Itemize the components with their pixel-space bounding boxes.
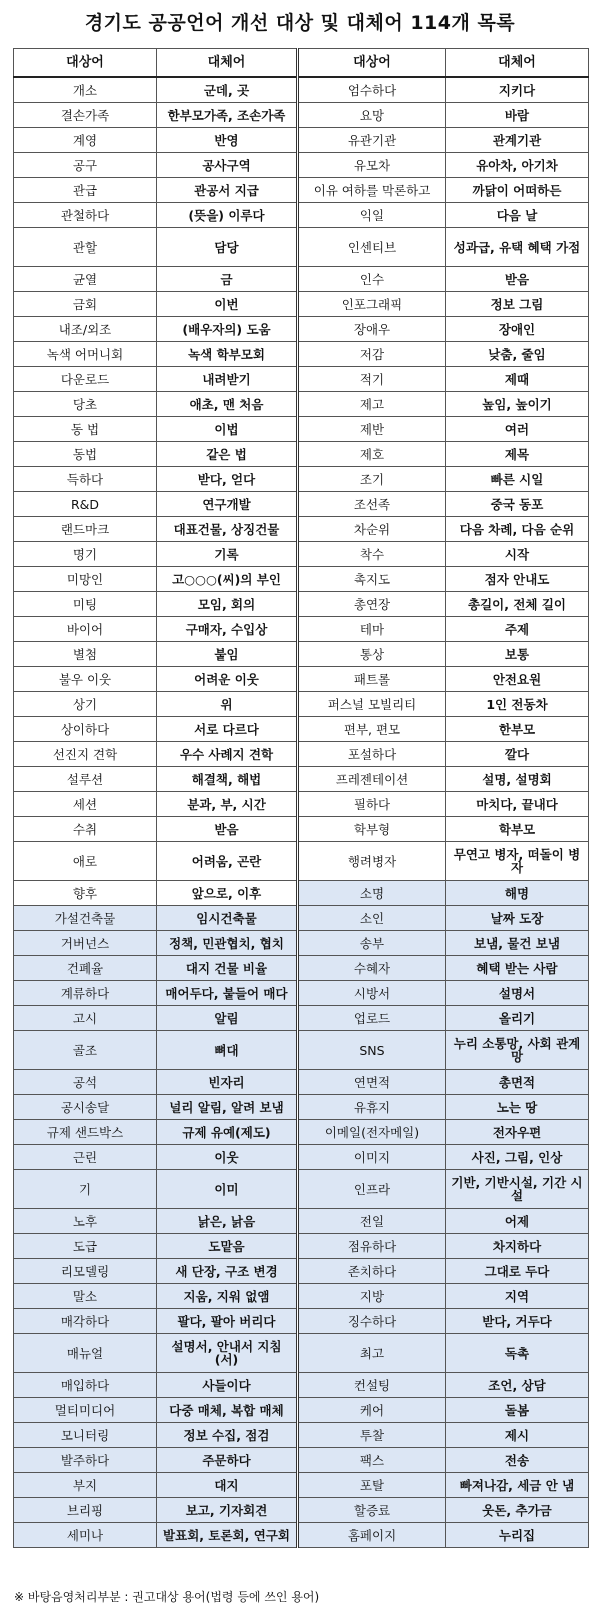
replacement-word-cell: 독촉 [446,1334,589,1373]
target-word-cell: 다운로드 [14,367,157,392]
replacement-word-cell: 무연고 병자, 떠돌이 병자 [446,842,589,881]
replacement-word-cell: 까닭이 어떠하든 [446,178,589,203]
target-word-cell: 행려병자 [298,842,446,881]
table-row [14,153,589,178]
replacement-word-cell: 빠른 시일 [446,467,589,492]
target-word-cell: 패트롤 [298,667,446,692]
table-row [14,717,589,742]
replacement-word-cell: 사들이다 [157,1373,298,1398]
replacement-word-cell: 우수 사례지 견학 [157,742,298,767]
target-word-cell: 유모차 [298,153,446,178]
target-word-cell: 멀티미디어 [14,1398,157,1423]
target-word-cell: 계영 [14,128,157,153]
target-word-cell: 적기 [298,367,446,392]
target-word-cell: 공석 [14,1070,157,1095]
replacement-word-cell: 혜택 받는 사람 [446,956,589,981]
table-row [14,1259,589,1284]
replacement-word-cell: 정보 수집, 점검 [157,1423,298,1448]
target-word-cell: 연면적 [298,1070,446,1095]
replacement-word-cell: 정보 그림 [446,292,589,317]
replacement-word-cell: 주문하다 [157,1448,298,1473]
replacement-word-cell: 높임, 높이기 [446,392,589,417]
target-word-cell: 규제 샌드박스 [14,1120,157,1145]
target-word-cell: 미망인 [14,567,157,592]
replacement-word-cell: 바람 [446,103,589,128]
target-word-cell: 금회 [14,292,157,317]
target-word-cell: 테마 [298,617,446,642]
replacement-word-cell: 임시건축물 [157,906,298,931]
target-word-cell: 전일 [298,1209,446,1234]
target-word-cell: 유관기관 [298,128,446,153]
target-word-cell: 필하다 [298,792,446,817]
replacement-word-cell: 한부모가족, 조손가족 [157,103,298,128]
replacement-word-cell: 장애인 [446,317,589,342]
target-word-cell: 포탈 [298,1473,446,1498]
target-word-cell: 포설하다 [298,742,446,767]
replacement-word-cell: 뼈대 [157,1031,298,1070]
target-word-cell: 시방서 [298,981,446,1006]
table-row [14,1448,589,1473]
target-word-cell: 리모델링 [14,1259,157,1284]
target-word-cell: 말소 [14,1284,157,1309]
replacement-word-cell: 중국 동포 [446,492,589,517]
table-row [14,981,589,1006]
replacement-word-cell: 반영 [157,128,298,153]
target-word-cell: 팩스 [298,1448,446,1473]
target-word-cell: 업로드 [298,1006,446,1031]
target-word-cell: 선진지 견학 [14,742,157,767]
table-row [14,1145,589,1170]
table-row [14,906,589,931]
target-word-cell: 관급 [14,178,157,203]
replacement-word-cell: 낮춤, 줄임 [446,342,589,367]
table-row [14,1120,589,1145]
replacement-word-cell: 받음 [446,267,589,292]
target-word-cell: 근린 [14,1145,157,1170]
target-word-cell: 거버넌스 [14,931,157,956]
target-word-cell: 녹색 어머니회 [14,342,157,367]
replacement-word-cell: 노는 땅 [446,1095,589,1120]
replacement-word-cell: 새 단장, 구조 변경 [157,1259,298,1284]
table-row [14,492,589,517]
replacement-word-cell: 정책, 민관협치, 협치 [157,931,298,956]
table-row [14,103,589,128]
target-word-cell: 미팅 [14,592,157,617]
table-row [14,1031,589,1070]
replacement-word-cell: 구매자, 수입상 [157,617,298,642]
header-target-word: 대상어 [298,49,446,78]
replacement-word-cell: 한부모 [446,717,589,742]
table-row [14,392,589,417]
table-row [14,667,589,692]
replacement-word-cell: 공사구역 [157,153,298,178]
table-row [14,367,589,392]
table-row [14,1373,589,1398]
replacement-word-cell: 전송 [446,1448,589,1473]
target-word-cell: 수혜자 [298,956,446,981]
table-row [14,128,589,153]
table-row [14,203,589,228]
footnote: ※ 바탕음영처리부분 : 권고대상 용어(법령 등에 쓰인 용어) [14,1590,320,1604]
target-word-cell: 인센티브 [298,228,446,267]
replacement-word-cell: 관공서 지급 [157,178,298,203]
target-word-cell: 상기 [14,692,157,717]
table-row [14,1234,589,1259]
table-row [14,442,589,467]
replacement-word-cell: 누리 소통망, 사회 관계망 [446,1031,589,1070]
replacement-word-cell: 알림 [157,1006,298,1031]
table-row [14,1170,589,1209]
replacement-word-cell: 붙임 [157,642,298,667]
replacement-word-cell: 설명서 [446,981,589,1006]
target-word-cell: 바이어 [14,617,157,642]
target-word-cell: 프레젠테이션 [298,767,446,792]
replacement-word-cell: 대표건물, 상징건물 [157,517,298,542]
target-word-cell: 이유 여하를 막론하고 [298,178,446,203]
target-word-cell: 인프라 [298,1170,446,1209]
replacement-word-cell: 기반, 기반시설, 기간 시설 [446,1170,589,1209]
target-word-cell: 인포그래픽 [298,292,446,317]
terms-table-body [14,77,589,1548]
table-row [14,292,589,317]
replacement-word-cell: 조언, 상담 [446,1373,589,1398]
replacement-word-cell: 제목 [446,442,589,467]
target-word-cell: 가설건축물 [14,906,157,931]
replacement-word-cell: 돌봄 [446,1398,589,1423]
target-word-cell: 건폐율 [14,956,157,981]
target-word-cell: 노후 [14,1209,157,1234]
table-row [14,1095,589,1120]
table-row [14,342,589,367]
target-word-cell: 투찰 [298,1423,446,1448]
replacement-word-cell: (배우자의) 도움 [157,317,298,342]
replacement-word-cell: 올리기 [446,1006,589,1031]
target-word-cell: 매각하다 [14,1309,157,1334]
target-word-cell: 점유하다 [298,1234,446,1259]
replacement-word-cell: 이법 [157,417,298,442]
replacement-word-cell: 빈자리 [157,1070,298,1095]
target-word-cell: 이미지 [298,1145,446,1170]
table-row [14,1209,589,1234]
target-word-cell: 상이하다 [14,717,157,742]
target-word-cell: 차순위 [298,517,446,542]
replacement-word-cell: 도맡음 [157,1234,298,1259]
replacement-word-cell: 여러 [446,417,589,442]
target-word-cell: 유휴지 [298,1095,446,1120]
replacement-word-cell: 주제 [446,617,589,642]
replacement-word-cell: 깔다 [446,742,589,767]
table-row [14,1284,589,1309]
replacement-word-cell: 모임, 회의 [157,592,298,617]
target-word-cell: 조선족 [298,492,446,517]
replacement-word-cell: 지역 [446,1284,589,1309]
target-word-cell: 관철하다 [14,203,157,228]
target-word-cell: 제호 [298,442,446,467]
table-row [14,617,589,642]
target-word-cell: 학부형 [298,817,446,842]
target-word-cell: 세션 [14,792,157,817]
header-replacement-word: 대체어 [157,49,298,78]
target-word-cell: 징수하다 [298,1309,446,1334]
target-word-cell: 내조/외조 [14,317,157,342]
replacement-word-cell: 받다, 얻다 [157,467,298,492]
table-row [14,467,589,492]
replacement-word-cell: 안전요원 [446,667,589,692]
replacement-word-cell: 마치다, 끝내다 [446,792,589,817]
table-row [14,592,589,617]
replacement-word-cell: 분과, 부, 시간 [157,792,298,817]
target-word-cell: 계류하다 [14,981,157,1006]
replacement-word-cell: 보통 [446,642,589,667]
target-word-cell: 부지 [14,1473,157,1498]
replacement-word-cell: 팔다, 팔아 버리다 [157,1309,298,1334]
target-word-cell: 장애우 [298,317,446,342]
table-row [14,542,589,567]
target-word-cell: 할증료 [298,1498,446,1523]
replacement-word-cell: 낡은, 낡음 [157,1209,298,1234]
replacement-word-cell: 이웃 [157,1145,298,1170]
target-word-cell: 요망 [298,103,446,128]
table-header-row [14,49,589,78]
target-word-cell: 저감 [298,342,446,367]
replacement-word-cell: 보냄, 물건 보냄 [446,931,589,956]
replacement-word-cell: 웃돈, 추가금 [446,1498,589,1523]
table-row [14,267,589,292]
target-word-cell: 지방 [298,1284,446,1309]
replacement-word-cell: 그대로 두다 [446,1259,589,1284]
target-word-cell: 설루션 [14,767,157,792]
table-row [14,792,589,817]
table-row [14,1334,589,1373]
target-word-cell: 익일 [298,203,446,228]
replacement-word-cell: 내려받기 [157,367,298,392]
table-row [14,1070,589,1095]
target-word-cell: 촉지도 [298,567,446,592]
table-row [14,178,589,203]
table-row [14,317,589,342]
table-row [14,567,589,592]
table-row [14,931,589,956]
table-row [14,642,589,667]
target-word-cell: 세미나 [14,1523,157,1548]
table-row [14,228,589,267]
target-word-cell: 도급 [14,1234,157,1259]
target-word-cell: 별첨 [14,642,157,667]
replacement-word-cell: 날짜 도장 [446,906,589,931]
replacement-word-cell: 이미 [157,1170,298,1209]
target-word-cell: R&D [14,492,157,517]
replacement-word-cell: 대지 건물 비율 [157,956,298,981]
target-word-cell: 인수 [298,267,446,292]
replacement-word-cell: 연구개발 [157,492,298,517]
table-row [14,77,589,103]
replacement-word-cell: 발표회, 토론회, 연구회 [157,1523,298,1548]
replacement-word-cell: 전자우편 [446,1120,589,1145]
target-word-cell: 명기 [14,542,157,567]
target-word-cell: 기 [14,1170,157,1209]
replacement-word-cell: 점자 안내도 [446,567,589,592]
replacement-word-cell: 차지하다 [446,1234,589,1259]
table-row [14,692,589,717]
table-row [14,881,589,906]
target-word-cell: 모니터링 [14,1423,157,1448]
target-word-cell: 최고 [298,1334,446,1373]
replacement-word-cell: 애초, 맨 처음 [157,392,298,417]
target-word-cell: 고시 [14,1006,157,1031]
replacement-word-cell: 금 [157,267,298,292]
replacement-word-cell: 보고, 기자회견 [157,1498,298,1523]
header-replacement-word: 대체어 [446,49,589,78]
target-word-cell: 제반 [298,417,446,442]
target-word-cell: 컨설팅 [298,1373,446,1398]
target-word-cell: 향후 [14,881,157,906]
page-title: 경기도 공공언어 개선 대상 및 대체어 114개 목록 [84,12,516,34]
replacement-word-cell: 이번 [157,292,298,317]
terms-table [13,48,589,1548]
target-word-cell: 소명 [298,881,446,906]
replacement-word-cell: 시작 [446,542,589,567]
target-word-cell: 득하다 [14,467,157,492]
target-word-cell: 공시송달 [14,1095,157,1120]
target-word-cell: 엄수하다 [298,77,446,103]
target-word-cell: 불우 이웃 [14,667,157,692]
table-row [14,417,589,442]
table-row [14,842,589,881]
replacement-word-cell: 사진, 그림, 인상 [446,1145,589,1170]
replacement-word-cell: 널리 알림, 알려 보냄 [157,1095,298,1120]
replacement-word-cell: 서로 다르다 [157,717,298,742]
replacement-word-cell: 학부모 [446,817,589,842]
table-row [14,517,589,542]
replacement-word-cell: 대지 [157,1473,298,1498]
replacement-word-cell: 해명 [446,881,589,906]
replacement-word-cell: 성과급, 유택 혜택 가점 [446,228,589,267]
table-row [14,1006,589,1031]
table-row [14,1309,589,1334]
target-word-cell: 공구 [14,153,157,178]
table-row [14,817,589,842]
target-word-cell: 송부 [298,931,446,956]
target-word-cell: 매뉴얼 [14,1334,157,1373]
target-word-cell: 당초 [14,392,157,417]
target-word-cell: 통상 [298,642,446,667]
replacement-word-cell: (뜻을) 이루다 [157,203,298,228]
replacement-word-cell: 담당 [157,228,298,267]
replacement-word-cell: 어려움, 곤란 [157,842,298,881]
target-word-cell: 소인 [298,906,446,931]
target-word-cell: 이메일(전자메일) [298,1120,446,1145]
target-word-cell: 홈페이지 [298,1523,446,1548]
replacement-word-cell: 같은 법 [157,442,298,467]
target-word-cell: 골조 [14,1031,157,1070]
replacement-word-cell: 설명서, 안내서 지침(서) [157,1334,298,1373]
target-word-cell: 균열 [14,267,157,292]
replacement-word-cell: 설명, 설명회 [446,767,589,792]
replacement-word-cell: 받음 [157,817,298,842]
target-word-cell: 애로 [14,842,157,881]
replacement-word-cell: 매어두다, 붙들어 매다 [157,981,298,1006]
table-row [14,1498,589,1523]
replacement-word-cell: 제때 [446,367,589,392]
replacement-word-cell: 군데, 곳 [157,77,298,103]
target-word-cell: 결손가족 [14,103,157,128]
replacement-word-cell: 지키다 [446,77,589,103]
table-row [14,1398,589,1423]
replacement-word-cell: 고○○○(씨)의 부인 [157,567,298,592]
replacement-word-cell: 다중 매체, 복합 매체 [157,1398,298,1423]
target-word-cell: 제고 [298,392,446,417]
target-word-cell: 매입하다 [14,1373,157,1398]
replacement-word-cell: 빠져나감, 세금 안 냄 [446,1473,589,1498]
table-row [14,956,589,981]
table-row [14,1523,589,1548]
replacement-word-cell: 제시 [446,1423,589,1448]
replacement-word-cell: 위 [157,692,298,717]
target-word-cell: 총연장 [298,592,446,617]
replacement-word-cell: 어제 [446,1209,589,1234]
replacement-word-cell: 지움, 지워 없앰 [157,1284,298,1309]
target-word-cell: 존치하다 [298,1259,446,1284]
replacement-word-cell: 누리집 [446,1523,589,1548]
table-row [14,1473,589,1498]
target-word-cell: 개소 [14,77,157,103]
replacement-word-cell: 다음 날 [446,203,589,228]
target-word-cell: 발주하다 [14,1448,157,1473]
replacement-word-cell: 총길이, 전체 길이 [446,592,589,617]
table-row [14,742,589,767]
target-word-cell: 편부, 편모 [298,717,446,742]
replacement-word-cell: 해결책, 해법 [157,767,298,792]
target-word-cell: 랜드마크 [14,517,157,542]
target-word-cell: 수취 [14,817,157,842]
target-word-cell: 조기 [298,467,446,492]
table-row [14,767,589,792]
replacement-word-cell: 유아차, 아기차 [446,153,589,178]
header-target-word: 대상어 [14,49,157,78]
replacement-word-cell: 규제 유예(제도) [157,1120,298,1145]
target-word-cell: SNS [298,1031,446,1070]
replacement-word-cell: 녹색 학부모회 [157,342,298,367]
target-word-cell: 착수 [298,542,446,567]
replacement-word-cell: 어려운 이웃 [157,667,298,692]
table-row [14,1423,589,1448]
target-word-cell: 동 법 [14,417,157,442]
replacement-word-cell: 다음 차례, 다음 순위 [446,517,589,542]
replacement-word-cell: 기록 [157,542,298,567]
target-word-cell: 케어 [298,1398,446,1423]
replacement-word-cell: 관계기관 [446,128,589,153]
target-word-cell: 브리핑 [14,1498,157,1523]
target-word-cell: 동법 [14,442,157,467]
target-word-cell: 퍼스널 모빌리티 [298,692,446,717]
replacement-word-cell: 받다, 거두다 [446,1309,589,1334]
replacement-word-cell: 총면적 [446,1070,589,1095]
replacement-word-cell: 앞으로, 이후 [157,881,298,906]
target-word-cell: 관할 [14,228,157,267]
replacement-word-cell: 1인 전동차 [446,692,589,717]
